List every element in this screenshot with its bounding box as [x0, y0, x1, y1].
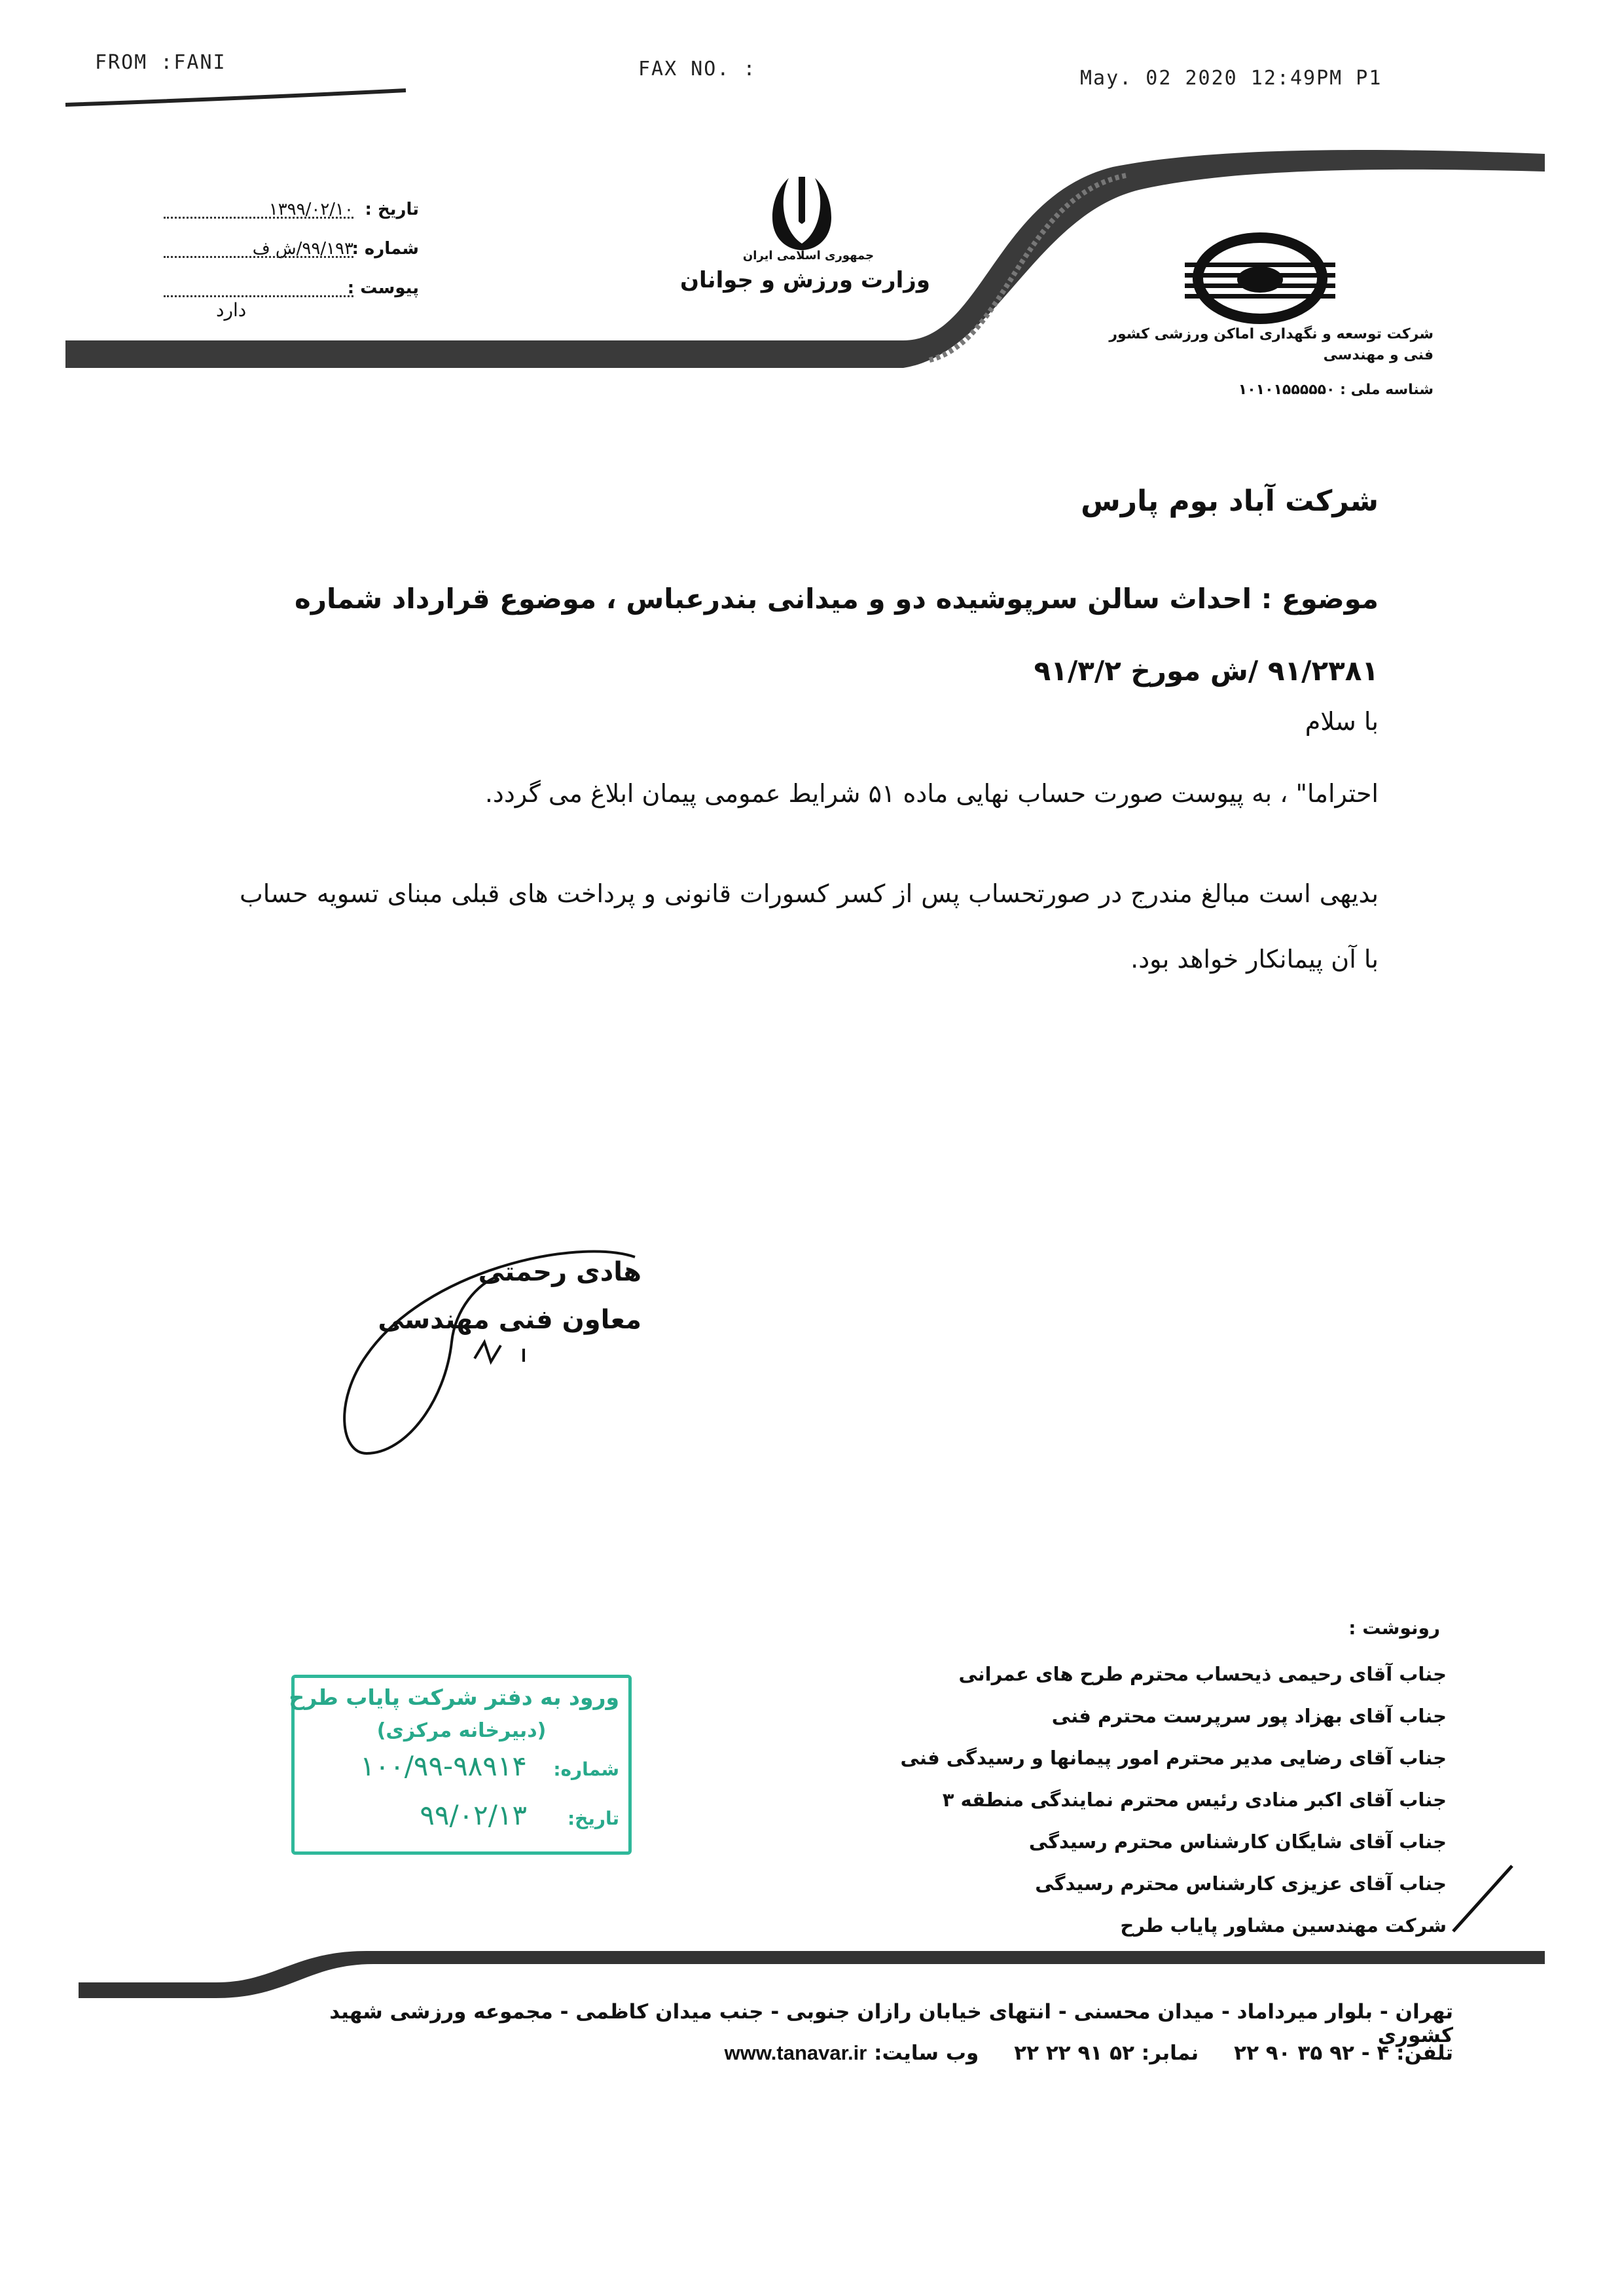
ministry-name: وزارت ورزش و جوانان [680, 267, 930, 293]
ministry-republic: جمهوری اسلامی ایران [742, 249, 875, 263]
stamp-number-value: ۱۰۰/۹۹-۹۸۹۱۴ [360, 1750, 527, 1782]
cc-item: جناب آقای عزیزی کارشناس محترم رسیدگی [1035, 1872, 1447, 1895]
fax-from: FROM :FANI [95, 51, 226, 74]
stamp-date-value: ۹۹/۰۲/۱۳ [420, 1799, 527, 1831]
cc-item: جناب آقای بهزاد پور سرپرست محترم فنی [1051, 1705, 1447, 1727]
footer-fax: نمابر: ۵۲ ۹۱ ۲۲ ۲۲ [1014, 2041, 1199, 2065]
footer-band [0, 1938, 1624, 2010]
footer-address: تهران - بلوار میرداماد - میدان محسنی - انتهای خیابان رازان جنوبی - جنب میدان کاظمی - مجموعه ورزشی شهید کشوری [329, 2000, 1453, 2047]
letter-greeting: با سلام [1305, 707, 1379, 736]
footer-website[interactable]: www.tanavar.ir [724, 2041, 867, 2064]
fax-number: FAX NO. : [638, 58, 757, 81]
cc-item: جناب آقای شایگان کارشناس محترم رسیدگی [1028, 1831, 1447, 1853]
footer-website-label: وب سایت: [874, 2041, 979, 2065]
cc-item: جناب آقای اکبر منادی رئیس محترم نمایندگی منطقه ۳ [942, 1789, 1447, 1811]
cc-item: شرکت مهندسین مشاور پایاب طرح [1120, 1914, 1447, 1937]
iran-emblem-icon [759, 172, 844, 257]
dotted-line [164, 217, 353, 219]
dotted-line [164, 256, 353, 258]
company-national-id: شناسه ملی : ۱۰۱۰۱۵۵۵۵۵۰ [1238, 382, 1434, 398]
cc-item: جناب آقای رضایی مدیر محترم امور پیمانها و رسیدگی فنی [900, 1747, 1447, 1769]
cc-heading: رونوشت : [1348, 1617, 1440, 1639]
ref-number-label: شماره : [352, 239, 419, 259]
stamp-date-label: تاریخ: [567, 1808, 619, 1829]
ref-attachment-value: دارد [216, 299, 247, 321]
letter-recipient: شرکت آباد بوم پارس [1081, 484, 1379, 518]
footer-phone: تلفن: ۴ - ۹۲ ۳۵ ۹۰ ۲۲ [1234, 2041, 1453, 2065]
stamp-number-label: شماره: [553, 1758, 619, 1780]
handwritten-check-mark [1447, 1859, 1519, 1938]
cc-list [785, 1653, 1447, 1946]
handwritten-signature [327, 1231, 668, 1480]
receipt-stamp [291, 1675, 632, 1855]
ref-number-row [98, 239, 419, 265]
fax-datetime: May. 02 2020 12:49PM P1 [1080, 67, 1382, 90]
ref-attachment-row [98, 278, 419, 304]
company-name [1080, 324, 1434, 366]
company-name-line2: فنی و مهندسی [1323, 347, 1434, 363]
letter-paragraph-2: بدیهی است مبالغ مندرج در صورتحساب پس از کسر کسورات قانونی و پرداخت های قبلی مبنای تسویه حساب با آن پیمانکار خواهد بود. [240, 879, 1379, 974]
ref-date-value: ۱۳۹۹/۰۲/۱۰ [268, 200, 353, 219]
signatory-name: هادی رحمتی [478, 1257, 641, 1287]
cc-item: جناب آقای رحیمی ذیحساب محترم طرح های عمرانی [958, 1663, 1447, 1685]
stamp-title: ورود به دفتر شرکت پایاب طرح [289, 1685, 619, 1710]
stamp-subtitle: (دبیرخانه مرکزی) [376, 1719, 547, 1742]
letter-paragraph-1: احتراما" ، به پیوست صورت حساب نهایی ماده ۵۱ شرایط عمومی پیمان ابلاغ می گردد. [484, 779, 1379, 808]
dotted-line [164, 295, 353, 297]
signatory-title: معاون فنی مهندسی [378, 1305, 641, 1335]
ref-date-label: تاریخ : [365, 200, 419, 219]
ref-number-value: ۹۹/۱۹۳/ش ف [252, 239, 353, 259]
footer-contact [275, 2041, 1453, 2065]
letter-subject: موضوع : احداث سالن سرپوشیده دو و میدانی بندرعباس ، موضوع قرارداد شماره ۹۱/۲۳۸۱ /ش مورخ ۹۱/۳/۲ [295, 583, 1379, 687]
ref-date-row [98, 200, 419, 226]
ref-attachment-label: پیوست : [347, 278, 419, 298]
company-name-line1: شرکت توسعه و نگهداری اماکن ورزشی کشور [1109, 326, 1434, 342]
